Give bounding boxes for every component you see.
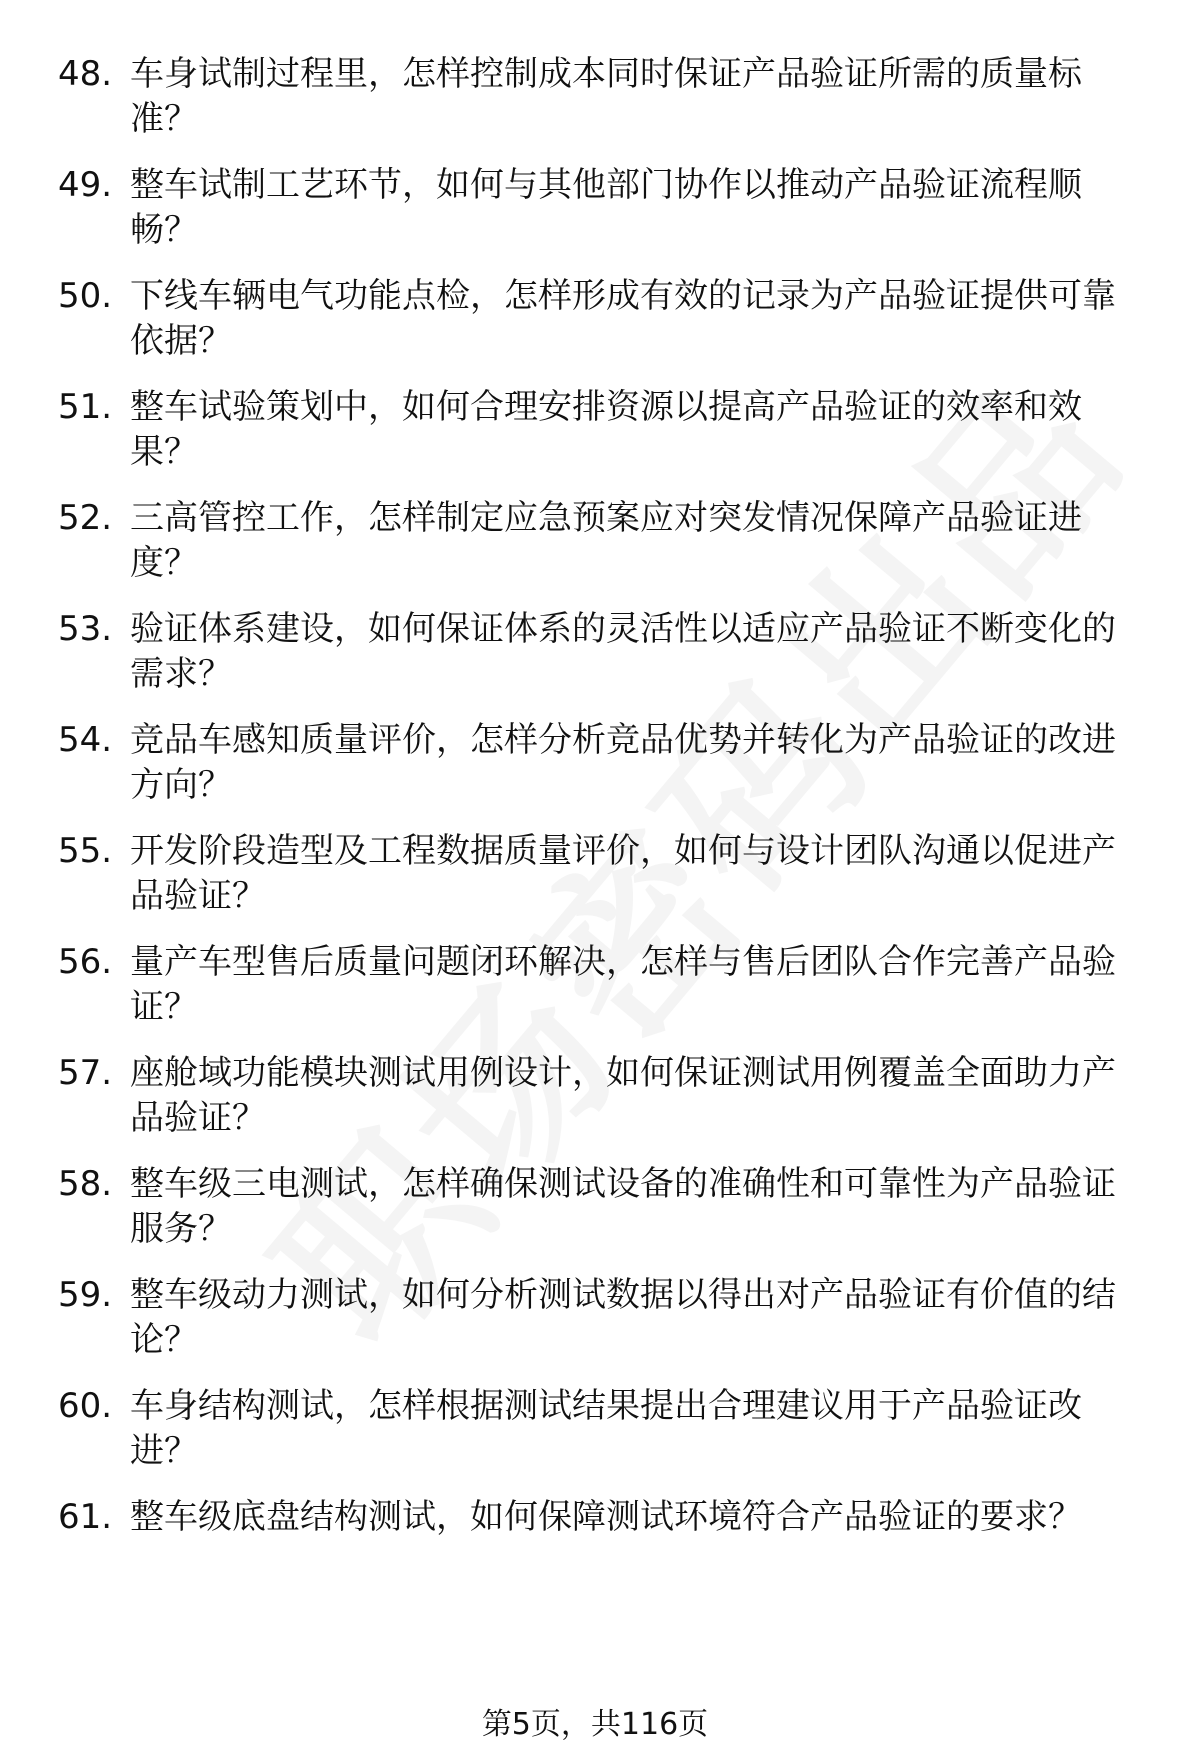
question-item <box>58 1273 1148 1363</box>
question-item <box>58 163 1148 253</box>
question-number: 50. <box>58 276 113 316</box>
question-item <box>58 940 1148 1030</box>
question-number: 55. <box>58 831 113 871</box>
question-item <box>58 1384 1148 1474</box>
question-text: 座舱域功能模块测试用例设计，如何保证测试用例覆盖全面助力产品验证？ <box>130 1053 1116 1138</box>
question-number: 59. <box>58 1275 113 1315</box>
question-item <box>58 274 1148 364</box>
page-footer: 第5页，共116页 <box>481 1707 709 1742</box>
question-number: 60. <box>58 1386 113 1426</box>
question-item <box>58 385 1148 475</box>
question-item <box>58 496 1148 586</box>
question-number: 57. <box>58 1053 113 1093</box>
question-text: 整车试验策划中，如何合理安排资源以提高产品验证的效率和效果？ <box>130 387 1082 472</box>
question-text: 竞品车感知质量评价，怎样分析竞品优势并转化为产品验证的改进方向？ <box>130 720 1116 805</box>
question-number: 53. <box>58 609 113 649</box>
question-item <box>58 52 1148 142</box>
question-text: 车身结构测试，怎样根据测试结果提出合理建议用于产品验证改进？ <box>130 1386 1082 1471</box>
question-text: 车身试制过程里，怎样控制成本同时保证产品验证所需的质量标准？ <box>130 54 1082 139</box>
question-text: 量产车型售后质量问题闭环解决，怎样与售后团队合作完善产品验证？ <box>130 942 1116 1027</box>
question-item <box>58 829 1148 919</box>
question-number: 58. <box>58 1164 113 1204</box>
question-number: 52. <box>58 498 113 538</box>
question-text: 验证体系建设，如何保证体系的灵活性以适应产品验证不断变化的需求？ <box>130 609 1116 694</box>
question-number: 49. <box>58 165 113 205</box>
question-text: 开发阶段造型及工程数据质量评价，如何与设计团队沟通以促进产品验证？ <box>130 831 1116 916</box>
question-number: 61. <box>58 1497 113 1537</box>
question-item <box>58 607 1148 697</box>
question-text: 整车级底盘结构测试，如何保障测试环境符合产品验证的要求？ <box>130 1497 1082 1537</box>
question-item <box>58 1162 1148 1252</box>
question-text: 整车级动力测试，如何分析测试数据以得出对产品验证有价值的结论？ <box>130 1275 1116 1360</box>
question-item <box>58 1495 1148 1540</box>
question-number: 48. <box>58 54 113 94</box>
question-number: 54. <box>58 720 113 760</box>
question-text: 三高管控工作，怎样制定应急预案应对突发情况保障产品验证进度？ <box>130 498 1082 583</box>
question-text: 整车级三电测试，怎样确保测试设备的准确性和可靠性为产品验证服务？ <box>130 1164 1116 1249</box>
question-number: 56. <box>58 942 113 982</box>
question-text: 下线车辆电气功能点检，怎样形成有效的记录为产品验证提供可靠依据？ <box>130 276 1116 361</box>
question-number: 51. <box>58 387 113 427</box>
question-text: 整车试制工艺环节，如何与其他部门协作以推动产品验证流程顺畅？ <box>130 165 1082 250</box>
question-item <box>58 1051 1148 1141</box>
question-item <box>58 718 1148 808</box>
